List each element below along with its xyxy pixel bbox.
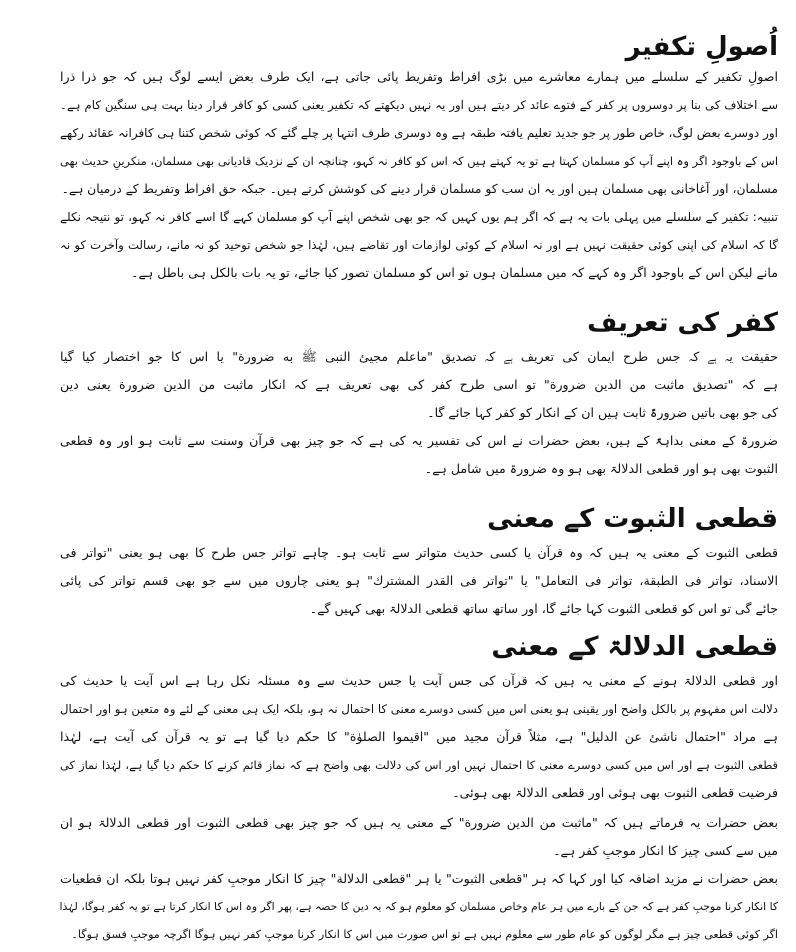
paragraph-line: کی جو بھی باتیں ضرورۃً ثابت ہیں ان کے انکار کو کفر کہا جائے گا۔ [427, 405, 778, 420]
section-heading-principles-of-takfir: اُصولِ تکفیر [625, 32, 778, 62]
paragraph-line: قطعی الثبوت کے معنی یہ ہیں کہ وہ قرآن یا کسی حدیث متواتر سے ثابت ہو۔ چاہے تواتر جس طرح کا بھی ہو یعنی "تواتر فى [60, 545, 778, 560]
paragraph-line: قطعی الثبوت ہے اور اس میں کسی دوسرے معنی کا احتمال نہیں اور اس کی دلالت بھی واضح ہے کہ نماز قائم کرنے کا حکم دیا گیا ہے، لہٰذا نماز کی [60, 758, 778, 772]
paragraph-line: حقیقت یہ ہے کہ جس طرح ایمان کی تعریف ہے کہ تصدیق "ماعلم مجيئ النبى ﷺ به ضرورة" یا اس کا جو اختصار کیا گیا [60, 349, 778, 364]
paragraph-line: بعض حضرات یہ فرماتے ہیں کہ "ماثبت من الدين ضرورة" کے معنی یہ ہیں کہ جو چیز بھی قطعی الثبوت اور قطعی الدلالۃ ہو ان [60, 815, 778, 830]
paragraph-line: سے اختلاف کی بنا پر دوسروں پر کفر کے فتوے عائد کر دیتے ہیں اور یہ نہیں دیکھتے کہ تکفیر یعنی کسی کو کافر قرار دینا بہت ہی سنگین کام ہے۔ [60, 98, 778, 112]
paragraph-line: اگر کوئی قطعی چیز ہے مگر لوگوں کو عام طور سے معلوم نہیں ہے تو اس صورت میں اس کا انکار کرنا موجبِ کفر نہیں ہوگا اگرچہ موجبِ فسق ہوگا۔ [71, 928, 778, 941]
paragraph-line: ہے کہ "تصديق ماثبت من الدين ضرورة" تو اسی طرح کفر کی بھی تعریف ہے کہ انكار ماثبت من الدين ضرورة یعنی دین [60, 377, 778, 392]
paragraph-line: گا کہ اسلام کی اپنی کوئی حقیقت نہیں ہے اور نہ اسلام کے کوئی لوازمات اور تقاضے ہیں، لہٰذا جو شخص توحید کو نہ مانے، رسالت وآخرت کو نہ [60, 238, 778, 252]
paragraph-line: اس کے باوجود اگر وہ اپنے آپ کو مسلمان کہتا ہے تو یہ کہتے ہیں کہ اس کو کافر نہ کہو، چنانچہ ان کے نزدیک قادیانی بھی مسلمان، منکرینِ حدیث بھی [60, 154, 778, 168]
paragraph-line: اصولِ تکفیر کے سلسلے میں ہمارے معاشرے میں بڑی افراط وتفریط پائی جاتی ہے، ایک طرف بعض ایسے لوگ ہیں کہ جو ذرا ذرا [60, 69, 778, 84]
paragraph-line: کا انکار کرنا موجبِ کفر ہے کہ جن کے بارے میں ہر عام وخاص مسلمان کو معلوم ہو کہ یہ دین کا حصہ ہے، پھر اگر وہ اس کا انکار کرتا ہے تو یہ کفر ہوگا، لہٰذا [60, 900, 778, 913]
section-heading-qati-al-thubut: قطعی الثبوت کے معنی [487, 504, 778, 534]
paragraph-line: اور دوسرے بعض لوگ، خاص طور پر جو جدید تعلیم یافتہ طبقہ ہے وہ دوسری طرف انتہا پر چلے گئے کہ کوئی شخص کتنا ہی کافرانہ عقائد رکھے [60, 126, 778, 140]
paragraph-line: جائے گی تو اس کو قطعی الثبوت کہا جائے گا، اور ساتھ ساتھ قطعی الدلالۃ بھی کہیں گے۔ [309, 601, 778, 616]
paragraph-line: بعض حضرات نے مزید اضافہ کیا اور کہا کہ ہر "قطعى الثبوت" یا ہر "قطعى الدلالة" چیز کا انکار موجبِ کفر نہیں ہوتا بلکہ ان قطعیات [60, 871, 778, 886]
paragraph-line: ضرورۃ کے معنی بداہۃً کے ہیں، بعض حضرات نے اس کی تفسیر یہ کی ہے کہ جو چیز بھی قرآن وسنت سے ثابت ہو اور وہ قطعی [60, 433, 778, 448]
paragraph-line: الاسناد، تواتر فى الطبقة، تواتر فى التعامل" یا "تواتر فى القدر المشترك" ہو یعنی چاروں میں سے جو بھی قسم تواتر کی پائی [60, 573, 778, 588]
paragraph-line: الثبوت بھی ہو اور قطعی الدلالۃ بھی ہو وہ ضرورۃ میں شامل ہے۔ [424, 461, 778, 476]
paragraph-line: ہے مراد "احتمال ناشئ عن الدليل" ہے، مثلاً قرآن مجید میں "اقيموا الصلوٰة" کا حکم دیا گیا ہے تو یہ قرآن کی آیت ہے، لہٰذا [60, 729, 778, 744]
paragraph-line: دلالت اس مفہوم پر بالکل واضح اور یقینی ہو یعنی اس میں کسی دوسرے معنی کا احتمال نہ ہو، بلکہ ایک ہی معنی کے لئے وہ متعین ہو اور احتمال [60, 702, 778, 716]
paragraph-line: فرضیت قطعی الثبوت بھی ہوئی اور قطعی الدلالۃ بھی ہوئی۔ [452, 785, 778, 800]
paragraph-line: مسلمان، اور آغاخانی بھی مسلمان ہیں اور یہ ان سب کو مسلمان قرار دینے کی کوشش کرتے ہیں۔ جبکہ حق افراط وتفریط کے درمیان ہے۔ [61, 182, 778, 196]
paragraph-line: مانے لیکن اس کے باوجود اگر وہ کہے کہ میں مسلمان ہوں تو اس کو مسلمان تصور کیا جائے، تو یہ بات بالکل ہی باطل ہے۔ [131, 265, 778, 280]
paragraph-line: میں سے کسی چیز کا انکار موجبِ کفر ہے۔ [553, 843, 778, 858]
section-heading-qati-al-dalalah: قطعی الدلالۃ کے معنی [491, 632, 778, 662]
section-heading-definition-of-kufr: کفر کی تعریف [587, 308, 778, 338]
paragraph-line: تنبیہ: تکفیر کے سلسلے میں پہلی بات یہ ہے کہ اگر ہم یوں کہیں کہ جو بھی شخص اپنے آپ کو مسلمان کہے گا اسے کافر نہ کہو، تو نتیجہ نکلے [60, 210, 778, 224]
paragraph-line: اور قطعی الدلالۃ ہونے کے معنی یہ ہیں کہ قرآن کی جس آیت یا جس حدیث سے وہ مسئلہ نکل رہا ہے اس آیت یا حدیث کی [60, 673, 778, 688]
